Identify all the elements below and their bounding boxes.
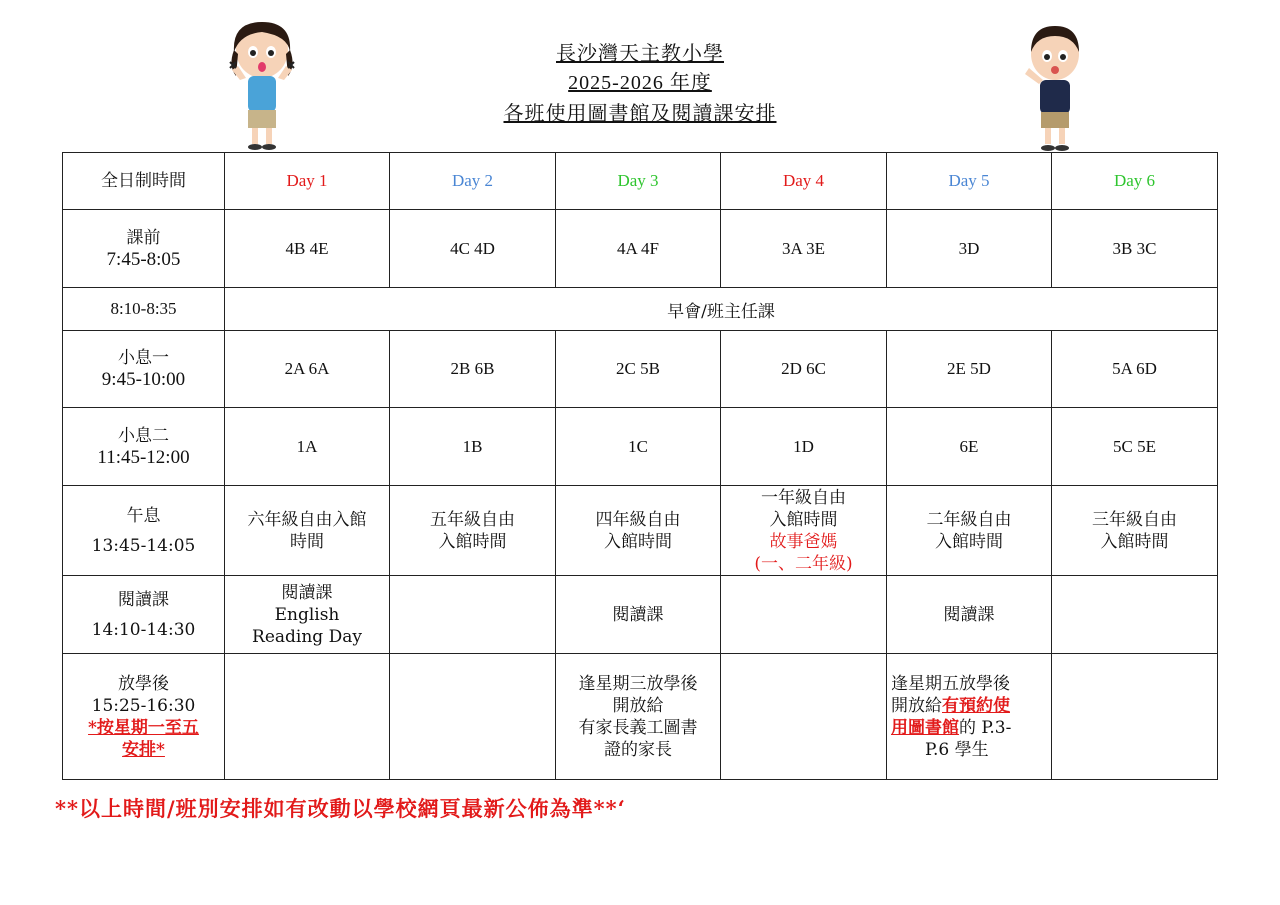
- corner-cell: 全日制時間: [63, 153, 225, 210]
- library-schedule-table: [62, 152, 1218, 780]
- table-cell: 1A: [225, 408, 390, 486]
- table-cell: 3B 3C: [1052, 210, 1218, 288]
- footer-note: **以上時間/班別安排如有改動以學校網頁最新公佈為準**‘: [55, 796, 626, 821]
- table-cell: 4A 4F: [556, 210, 721, 288]
- table-cell: 二年級自由 入館時間: [887, 486, 1052, 576]
- table-cell: 3A 3E: [721, 210, 887, 288]
- table-cell: 閱讀課: [887, 576, 1052, 654]
- table-cell: 2C 5B: [556, 331, 721, 408]
- day-header-1: Day 1: [225, 153, 390, 210]
- table-cell: 2E 5D: [887, 331, 1052, 408]
- school-name: 長沙灣天主教小學: [556, 41, 724, 65]
- after-school-row: [63, 654, 1218, 780]
- lunch-row: [63, 486, 1218, 576]
- recess1-row: [63, 331, 1218, 408]
- row-label: 午息 13:45-14:05: [63, 486, 225, 576]
- reading-row: [63, 576, 1218, 654]
- before-school-row: [63, 210, 1218, 288]
- table-cell: [1052, 654, 1218, 780]
- row-label: 8:10-8:35: [63, 288, 225, 331]
- table-cell: 4B 4E: [225, 210, 390, 288]
- row-label: 小息二 11:45-12:00: [63, 408, 225, 486]
- table-cell: 六年級自由入館 時間: [225, 486, 390, 576]
- table-cell: 6E: [887, 408, 1052, 486]
- day-header-4: Day 4: [721, 153, 887, 210]
- day-header-6: Day 6: [1052, 153, 1218, 210]
- table-cell: [721, 576, 887, 654]
- day-header-3: Day 3: [556, 153, 721, 210]
- table-cell: 5C 5E: [1052, 408, 1218, 486]
- table-cell: 2A 6A: [225, 331, 390, 408]
- table-cell: 逢星期三放學後 開放給 有家長義工圖書 證的家長: [556, 654, 721, 780]
- table-cell: 1C: [556, 408, 721, 486]
- table-cell: [721, 654, 887, 780]
- table-cell: 2D 6C: [721, 331, 887, 408]
- page-title: 各班使用圖書館及閱讀課安排: [503, 101, 777, 125]
- table-cell: 閱讀課 English Reading Day: [225, 576, 390, 654]
- table-cell: 五年級自由 入館時間: [390, 486, 556, 576]
- assembly-row: [63, 288, 1218, 331]
- table-cell: 2B 6B: [390, 331, 556, 408]
- table-cell: [225, 654, 390, 780]
- table-cell: 4C 4D: [390, 210, 556, 288]
- school-year: 2025-2026 年度: [568, 72, 712, 94]
- table-cell: 三年級自由 入館時間: [1052, 486, 1218, 576]
- table-cell: 1B: [390, 408, 556, 486]
- table-cell: 閱讀課: [556, 576, 721, 654]
- table-cell: 5A 6D: [1052, 331, 1218, 408]
- header-row: [63, 153, 1218, 210]
- table-cell: 1D: [721, 408, 887, 486]
- row-label: 小息一 9:45-10:00: [63, 331, 225, 408]
- assembly-cell: 早會/班主任課: [225, 288, 1218, 331]
- table-cell: [390, 654, 556, 780]
- page-header: [0, 38, 1280, 128]
- table-cell: 逢星期五放學後 開放給有預約使 用圖書館的 P.3- P.6 學生: [887, 654, 1052, 780]
- day-header-2: Day 2: [390, 153, 556, 210]
- recess2-row: [63, 408, 1218, 486]
- table-cell: [1052, 576, 1218, 654]
- table-cell: 3D: [887, 210, 1052, 288]
- table-cell: 一年級自由 入館時間 故事爸媽 (一、二年級): [721, 486, 887, 576]
- row-label: 放學後 15:25-16:30 *按星期一至五 安排*: [63, 654, 225, 780]
- row-label: 課前 7:45-8:05: [63, 210, 225, 288]
- row-label: 閱讀課 14:10-14:30: [63, 576, 225, 654]
- table-cell: 四年級自由 入館時間: [556, 486, 721, 576]
- day-header-5: Day 5: [887, 153, 1052, 210]
- table-cell: [390, 576, 556, 654]
